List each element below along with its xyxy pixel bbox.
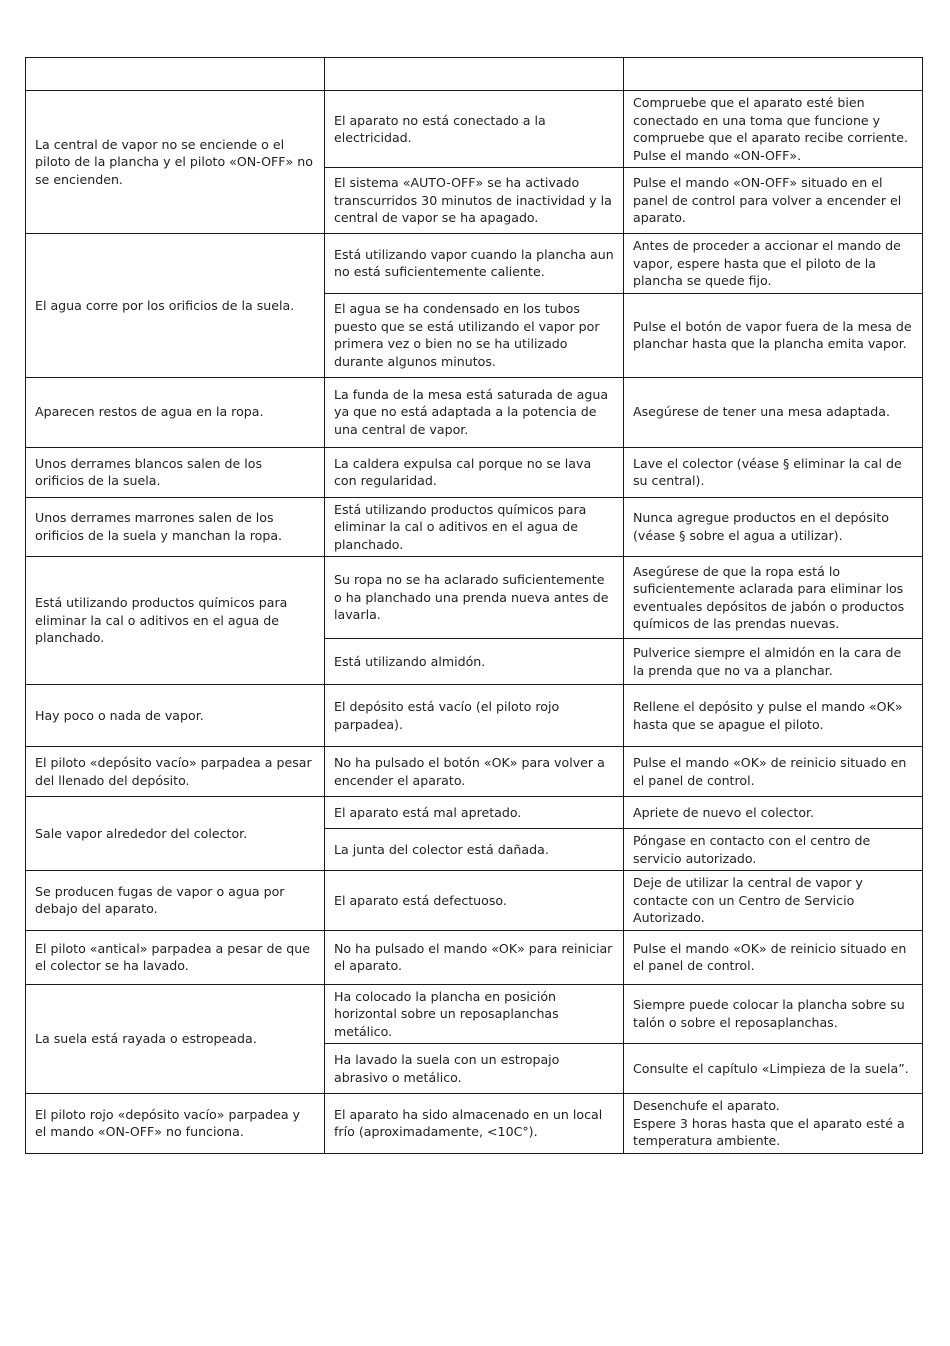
table-row xyxy=(26,447,923,497)
solution-cell: Asegúrese de que la ropa está lo suficientemente aclarada para eliminar los eventuales depósitos de jabón o productos químicos de las prendas nuevas. xyxy=(624,557,923,639)
problem-cell: Hay poco o nada de vapor. xyxy=(26,685,325,747)
solution-cell: Pulverice siempre el almidón en la cara de la prenda que no va a planchar. xyxy=(624,639,923,685)
table-row xyxy=(26,91,923,168)
table-row xyxy=(26,747,923,797)
table-header-row xyxy=(26,58,923,91)
solution-cell: Pulse el mando «ON-OFF» situado en el panel de control para volver a encender el aparato. xyxy=(624,168,923,234)
solution-cell: Lave el colector (véase § eliminar la cal de su central). xyxy=(624,447,923,497)
cause-cell: No ha pulsado el botón «OK» para volver a encender el aparato. xyxy=(325,747,624,797)
cause-cell: La caldera expulsa cal porque no se lava con regularidad. xyxy=(325,447,624,497)
solution-cell: Antes de proceder a accionar el mando de vapor, espere hasta que el piloto de la plancha se quede fijo. xyxy=(624,234,923,294)
table-row xyxy=(26,497,923,557)
problem-cell: Se producen fugas de vapor o agua por debajo del aparato. xyxy=(26,871,325,931)
cause-cell: El aparato ha sido almacenado en un local frío (aproximadamente, <10C°). xyxy=(325,1094,624,1154)
cause-cell: La junta del colector está dañada. xyxy=(325,829,624,871)
problem-cell: La central de vapor no se enciende o el piloto de la plancha y el piloto «ON-OFF» no se encienden. xyxy=(26,91,325,234)
problem-cell: El piloto rojo «depósito vacío» parpadea y el mando «ON-OFF» no funciona. xyxy=(26,1094,325,1154)
table-row xyxy=(26,377,923,447)
problem-cell: Unos derrames marrones salen de los orificios de la suela y manchan la ropa. xyxy=(26,497,325,557)
solution-cell: Rellene el depósito y pulse el mando «OK» hasta que se apague el piloto. xyxy=(624,685,923,747)
header-cell-solution xyxy=(624,58,923,91)
solution-cell: Compruebe que el aparato esté bien conectado en una toma que funcione y compruebe que el aparato recibe corriente. Pulse el mando «ON-OFF». xyxy=(624,91,923,168)
table-row xyxy=(26,685,923,747)
cause-cell: El depósito está vacío (el piloto rojo parpadea). xyxy=(325,685,624,747)
problem-cell: Unos derrames blancos salen de los orificios de la suela. xyxy=(26,447,325,497)
table-row xyxy=(26,234,923,294)
cause-cell: El aparato está mal apretado. xyxy=(325,797,624,829)
solution-cell: Nunca agregue productos en el depósito (véase § sobre el agua a utilizar). xyxy=(624,497,923,557)
table-row xyxy=(26,930,923,984)
solution-cell: Pulse el mando «OK» de reinicio situado en el panel de control. xyxy=(624,930,923,984)
cause-cell: Está utilizando productos químicos para eliminar la cal o aditivos en el agua de planchado. xyxy=(325,497,624,557)
cause-cell: No ha pulsado el mando «OK» para reiniciar el aparato. xyxy=(325,930,624,984)
problem-cell: Aparecen restos de agua en la ropa. xyxy=(26,377,325,447)
solution-cell: Póngase en contacto con el centro de servicio autorizado. xyxy=(624,829,923,871)
solution-cell: Pulse el mando «OK» de reinicio situado en el panel de control. xyxy=(624,747,923,797)
cause-cell: Está utilizando vapor cuando la plancha aun no está suficientemente caliente. xyxy=(325,234,624,294)
troubleshooting-table xyxy=(25,57,923,1154)
problem-cell: La suela está rayada o estropeada. xyxy=(26,984,325,1094)
table-row xyxy=(26,1094,923,1154)
problem-cell: Sale vapor alrededor del colector. xyxy=(26,797,325,871)
table-row xyxy=(26,797,923,829)
problem-cell: Está utilizando productos químicos para eliminar la cal o aditivos en el agua de planchado. xyxy=(26,557,325,685)
solution-cell: Desenchufe el aparato. Espere 3 horas hasta que el aparato esté a temperatura ambiente. xyxy=(624,1094,923,1154)
cause-cell: Ha colocado la plancha en posición horizontal sobre un reposaplanchas metálico. xyxy=(325,984,624,1044)
problem-cell: El piloto «antical» parpadea a pesar de que el colector se ha lavado. xyxy=(26,930,325,984)
cause-cell: El agua se ha condensado en los tubos puesto que se está utilizando el vapor por primera vez o bien no se ha utilizado durante algunos minutos. xyxy=(325,293,624,377)
cause-cell: Ha lavado la suela con un estropajo abrasivo o metálico. xyxy=(325,1044,624,1094)
cause-cell: La funda de la mesa está saturada de agua ya que no está adaptada a la potencia de una central de vapor. xyxy=(325,377,624,447)
cause-cell: Su ropa no se ha aclarado suficientemente o ha planchado una prenda nueva antes de lavarla. xyxy=(325,557,624,639)
solution-cell: Siempre puede colocar la plancha sobre su talón o sobre el reposaplanchas. xyxy=(624,984,923,1044)
cause-cell: El aparato está defectuoso. xyxy=(325,871,624,931)
solution-cell: Consulte el capítulo «Limpieza de la suela”. xyxy=(624,1044,923,1094)
solution-cell: Apriete de nuevo el colector. xyxy=(624,797,923,829)
table-row xyxy=(26,557,923,639)
header-cell-problem xyxy=(26,58,325,91)
problem-cell: El piloto «depósito vacío» parpadea a pesar del llenado del depósito. xyxy=(26,747,325,797)
cause-cell: El aparato no está conectado a la electricidad. xyxy=(325,91,624,168)
table-row xyxy=(26,871,923,931)
table-row xyxy=(26,984,923,1044)
solution-cell: Deje de utilizar la central de vapor y contacte con un Centro de Servicio Autorizado. xyxy=(624,871,923,931)
cause-cell: El sistema «AUTO-OFF» se ha activado transcurridos 30 minutos de inactividad y la central de vapor se ha apagado. xyxy=(325,168,624,234)
solution-cell: Asegúrese de tener una mesa adaptada. xyxy=(624,377,923,447)
header-cell-cause xyxy=(325,58,624,91)
cause-cell: Está utilizando almidón. xyxy=(325,639,624,685)
solution-cell: Pulse el botón de vapor fuera de la mesa de planchar hasta que la plancha emita vapor. xyxy=(624,293,923,377)
problem-cell: El agua corre por los orificios de la suela. xyxy=(26,234,325,378)
